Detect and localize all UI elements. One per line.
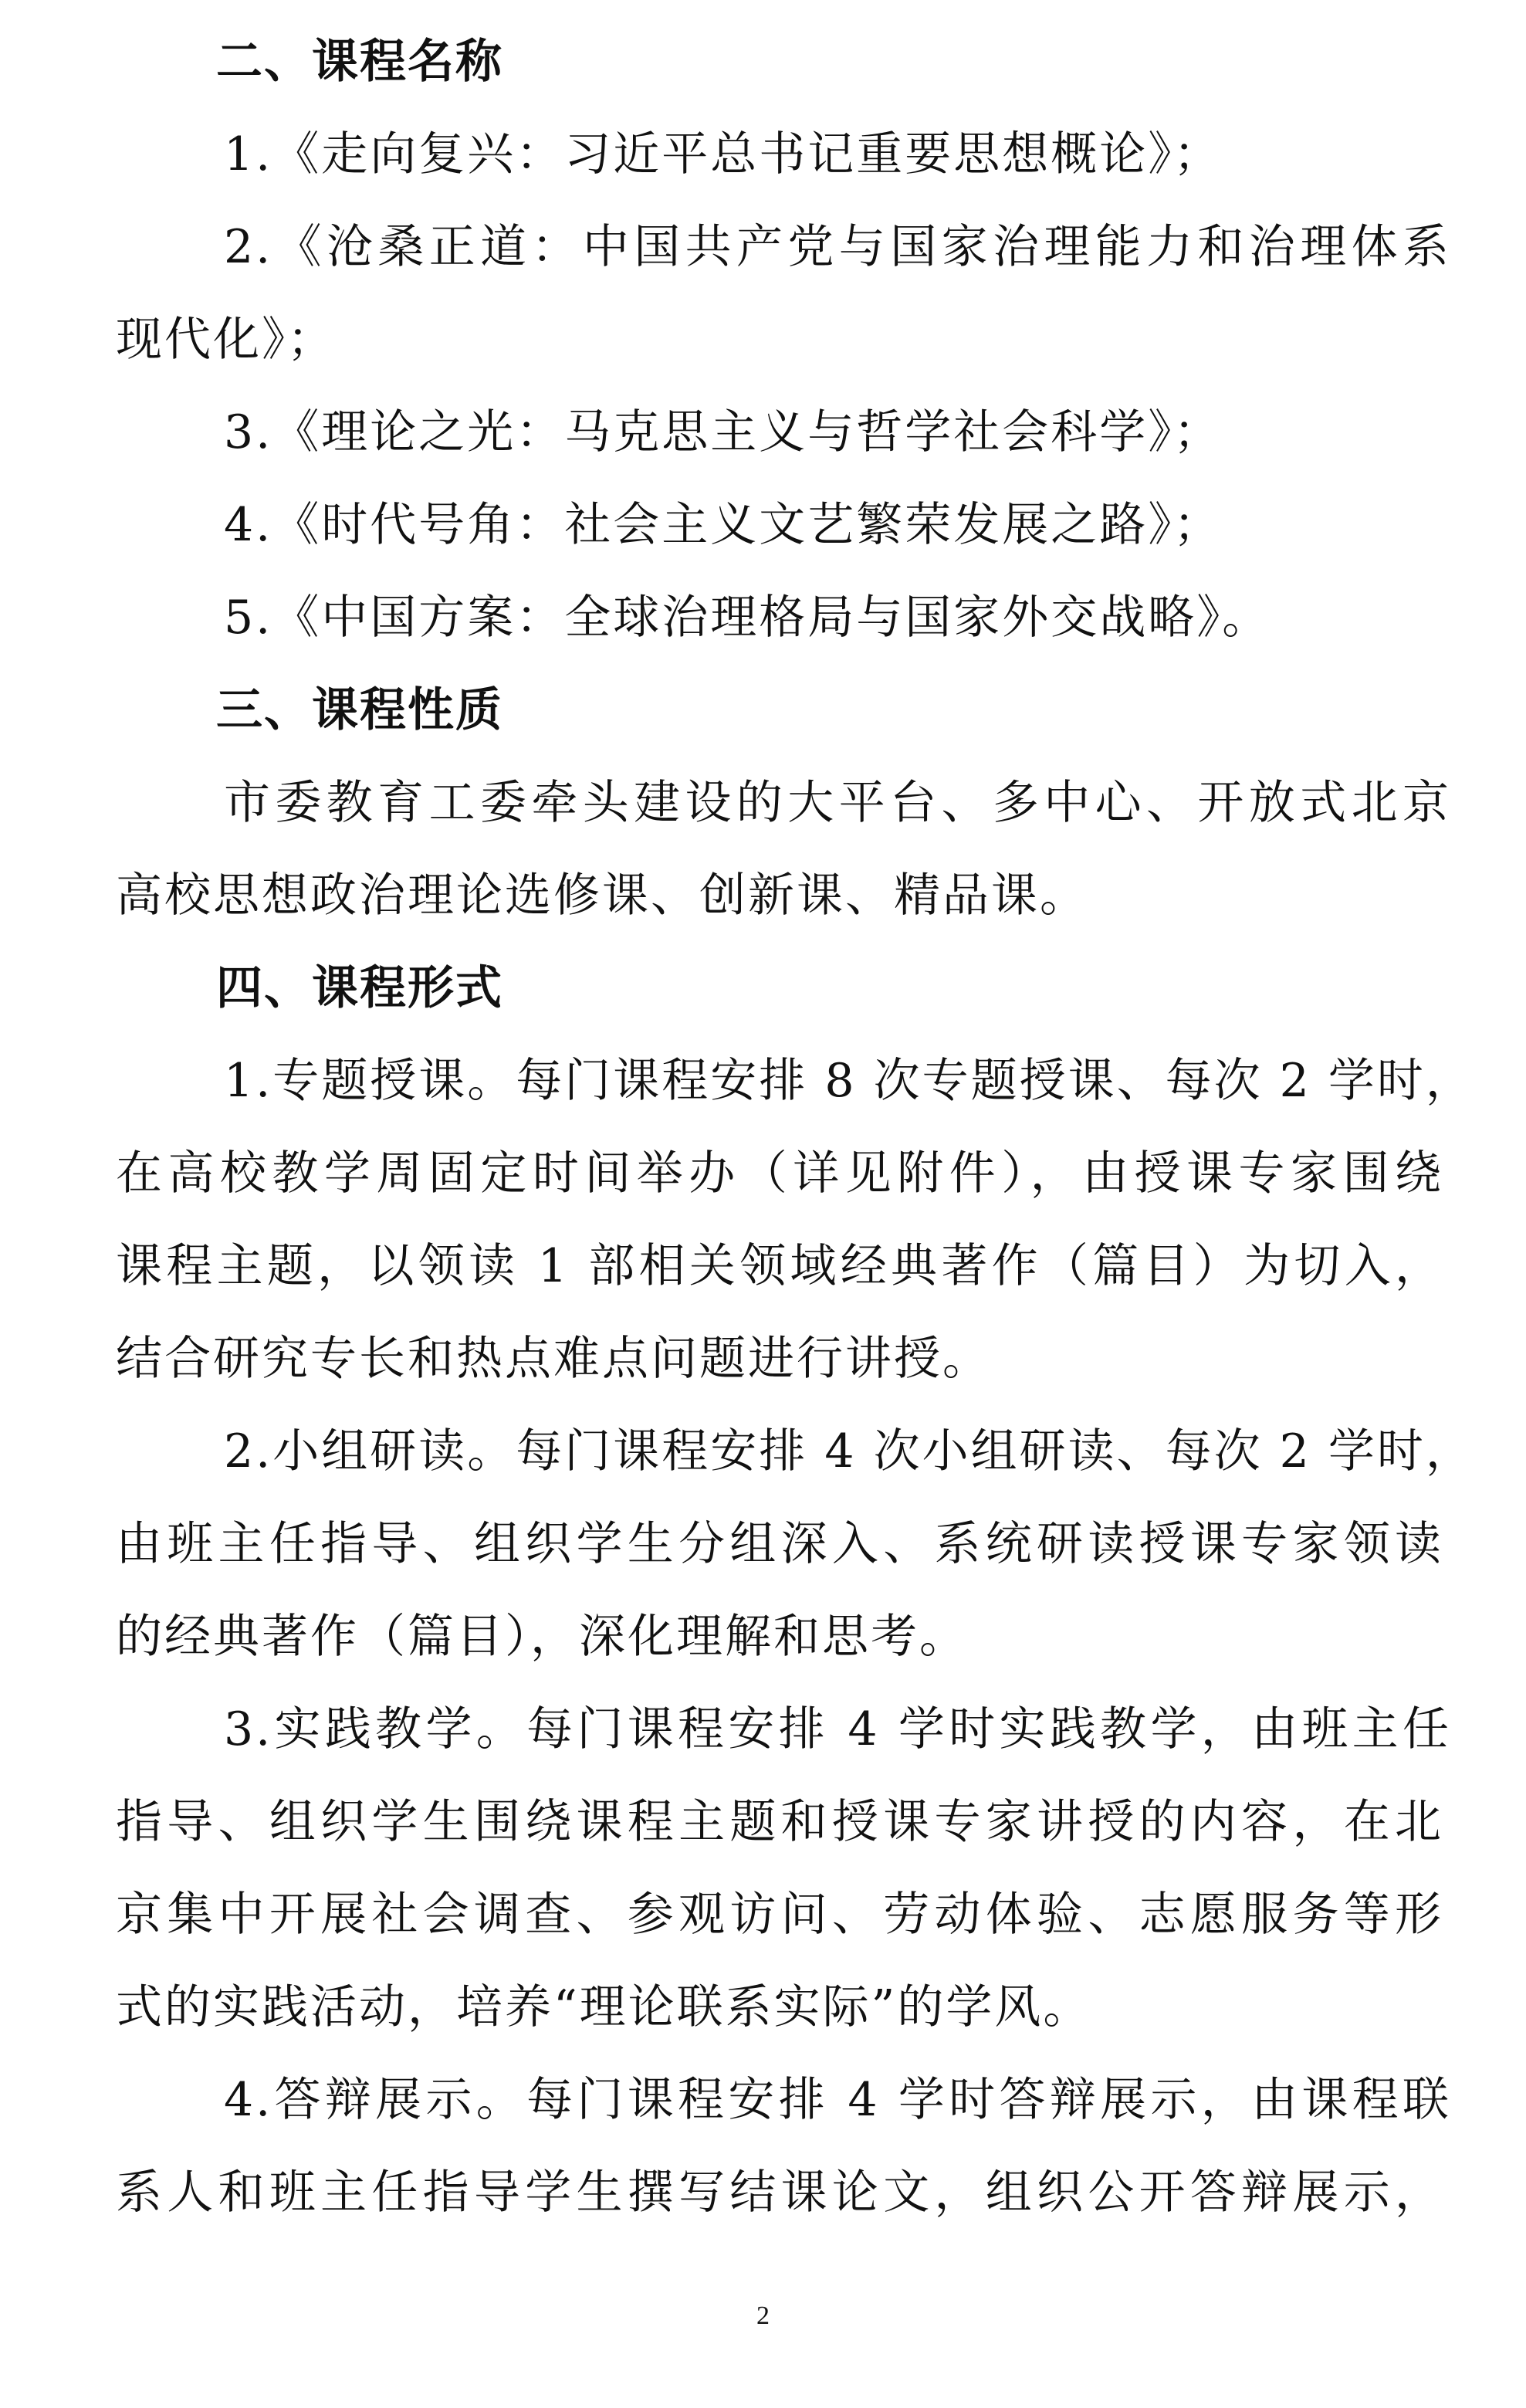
course-nature-line-1: 市委教育工委牵头建设的大平台、多中心、开放式北京 xyxy=(224,776,1451,830)
section-heading-course-names: 二、课程名称 xyxy=(216,35,503,89)
format-item-2-line-1: 2.小组研读。每门课程安排 4 次小组研读、每次 2 学时， xyxy=(224,1424,1474,1478)
format-item-3-line-4: 式的实践活动，培养“理论联系实际”的学风。 xyxy=(116,1980,1092,2034)
section-heading-course-nature: 三、课程性质 xyxy=(216,683,503,737)
course-name-item-3: 3.《理论之光：马克思主义与哲学社会科学》； xyxy=(224,405,1223,459)
course-name-item-5: 5.《中国方案：全球治理格局与国家外交战略》。 xyxy=(224,591,1271,645)
course-name-item-2-continued: 现代化》； xyxy=(116,313,336,367)
page-number: 2 xyxy=(756,2301,770,2330)
format-item-3-line-3: 京集中开展社会调查、参观访问、劳动体验、志愿服务等形 xyxy=(116,1888,1443,1942)
course-name-item-4: 4.《时代号角：社会主义文艺繁荣发展之路》； xyxy=(224,498,1223,552)
course-name-item-2: 2.《沧桑正道：中国共产党与国家治理能力和治理体系 xyxy=(224,220,1451,274)
format-item-1-line-3: 课程主题，以领读 1 部相关领域经典著作（篇目）为切入， xyxy=(116,1239,1443,1293)
format-item-4-line-1: 4.答辩展示。每门课程安排 4 学时答辩展示，由课程联 xyxy=(224,2073,1451,2127)
format-item-1-line-4: 结合研究专长和热点难点问题进行讲授。 xyxy=(116,1332,991,1386)
format-item-2-line-3: 的经典著作（篇目），深化理解和思考。 xyxy=(116,1610,968,1664)
section-heading-course-format: 四、课程形式 xyxy=(216,961,503,1015)
format-item-3-line-2: 指导、组织学生围绕课程主题和授课专家讲授的内容，在北 xyxy=(116,1795,1443,1849)
format-item-1-line-2: 在高校教学周固定时间举办（详见附件），由授课专家围绕 xyxy=(116,1146,1443,1201)
format-item-1-line-1: 1.专题授课。每门课程安排 8 次专题授课、每次 2 学时， xyxy=(224,1054,1474,1108)
course-name-item-1: 1.《走向复兴：习近平总书记重要思想概论》； xyxy=(224,127,1223,181)
format-item-3-line-1: 3.实践教学。每门课程安排 4 学时实践教学，由班主任 xyxy=(224,1702,1451,1756)
format-item-2-line-2: 由班主任指导、组织学生分组深入、系统研读授课专家领读 xyxy=(116,1517,1443,1571)
format-item-4-line-2: 系人和班主任指导学生撰写结课论文，组织公开答辩展示， xyxy=(116,2166,1443,2220)
course-nature-line-2: 高校思想政治理论选修课、创新课、精品课。 xyxy=(116,869,1088,923)
